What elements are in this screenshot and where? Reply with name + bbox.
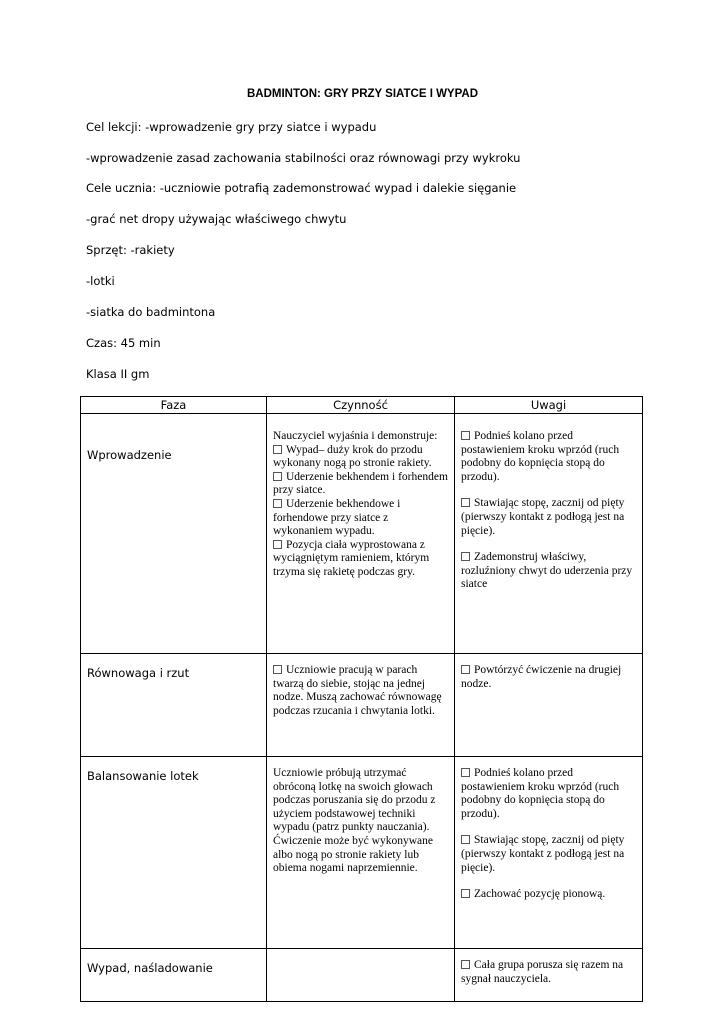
notes-cell [455,654,643,757]
activity-cell [267,949,455,1002]
activity-text: Pozycja ciała wyprostowana z wyciągniętym ramieniem, którym trzyma się rakietę podczas gry. [273,538,430,578]
table-row [81,654,643,757]
bullet-icon [461,960,470,969]
note-text: Cała grupa porusza się razem na sygnał nauczyciela. [461,959,624,985]
student-goal: Cele ucznia: -uczniowie potrafią zademonstrować wypad i dalekie sięganie [86,181,517,195]
duration: Czas: 45 min [86,336,161,350]
notes-cell [455,414,643,654]
activity-text: Uderzenie bekhendowe i forhendowe przy siatce z wykonaniem wypadu. [273,497,401,538]
activity-text: Uczniowie pracują w parach twarzą do siebie, stojąc na jednej nodze. Muszą zachować równowagę podczas rzucania i chwytania lotki. [273,664,442,717]
activity-text: Uczniowie próbują utrzymać obróconą lotkę na swoich głowach podczas poruszania się do przodu z użyciem podstawowej techniki wypadu (patrz punkty nauczania). Ćwiczenie może być wykonywane albo nogą po stronie rakiety lub obiema nogami naprzemiennie. [273,767,436,875]
note-text: Zademonstruj właściwy, rozluźniony chwyt do uderzenia przy siatce [461,551,633,591]
notes-cell [455,949,643,1002]
activity-cell [267,414,455,654]
student-goal-2: -grać net dropy używając właściwego chwytu [86,212,347,226]
equipment: Sprzęt: -rakiety [86,243,175,257]
activity-cell [267,654,455,757]
header-activity: Czynność [267,397,455,414]
bullet-icon [461,835,470,844]
activity-cell [267,757,455,949]
note-text: Zachować pozycję pionową. [461,888,636,902]
activity-text: Uderzenie bekhendem i forhendem przy siatce. [273,470,448,497]
activity-text: Wypad– duży krok do przodu wykonany nogą po stronie rakiety. [273,443,432,470]
bullet-icon [461,665,470,674]
equipment-3: -siatka do badmintona [86,305,216,319]
bullet-icon [461,552,470,561]
class-level: Klasa II gm [86,367,150,381]
table-row [81,757,643,949]
bullet-icon [461,768,470,777]
activity-text: Nauczyciel wyjaśnia i demonstruje: [273,430,438,442]
equipment-2: -lotki [86,274,115,288]
document-title: BADMINTON: GRY PRZY SIATCE I WYPAD [246,88,479,100]
note-text: Podnieś kolano przed postawieniem kroku wprzód (ruch podobny do kopnięcia stopą do przodu). [461,430,620,483]
bullet-icon [273,540,282,549]
bullet-icon [461,498,470,507]
note-text: Powtórzyć ćwiczenie na drugiej nodze. [461,664,622,690]
lesson-goal-2: -wprowadzenie zasad zachowania stabilności oraz równowagi przy wykroku [86,151,521,165]
bullet-icon [273,665,282,674]
bullet-icon [273,499,282,508]
bullet-icon [461,431,470,440]
table-row [81,414,643,654]
bullet-icon [273,445,282,454]
note-text: Stawiając stopę, zacznij od pięty (pierwszy kontakt z podłogą jest na pięcie). [461,497,625,537]
note-text: Podnieś kolano przed postawieniem kroku wprzód (ruch podobny do kopnięcia stopą do przodu). [461,767,620,820]
lesson-goal: Cel lekcji: -wprowadzenie gry przy siatce i wypadu [86,120,377,134]
table-header-row [81,397,643,414]
bullet-icon [273,472,282,481]
phase-cell: Wprowadzenie [81,414,267,654]
phase-cell: Balansowanie lotek [81,757,267,949]
lesson-table [80,396,643,1002]
note-text: Stawiając stopę, zacznij od pięty (pierwszy kontakt z podłogą jest na pięcie). [461,834,625,874]
phase-cell: Równowaga i rzut [81,654,267,757]
phase-cell: Wypad, naśladowanie [81,949,267,1002]
table-row [81,949,643,1002]
bullet-icon [461,889,470,898]
notes-cell [455,757,643,949]
header-phase: Faza [81,397,267,414]
header-notes: Uwagi [455,397,643,414]
